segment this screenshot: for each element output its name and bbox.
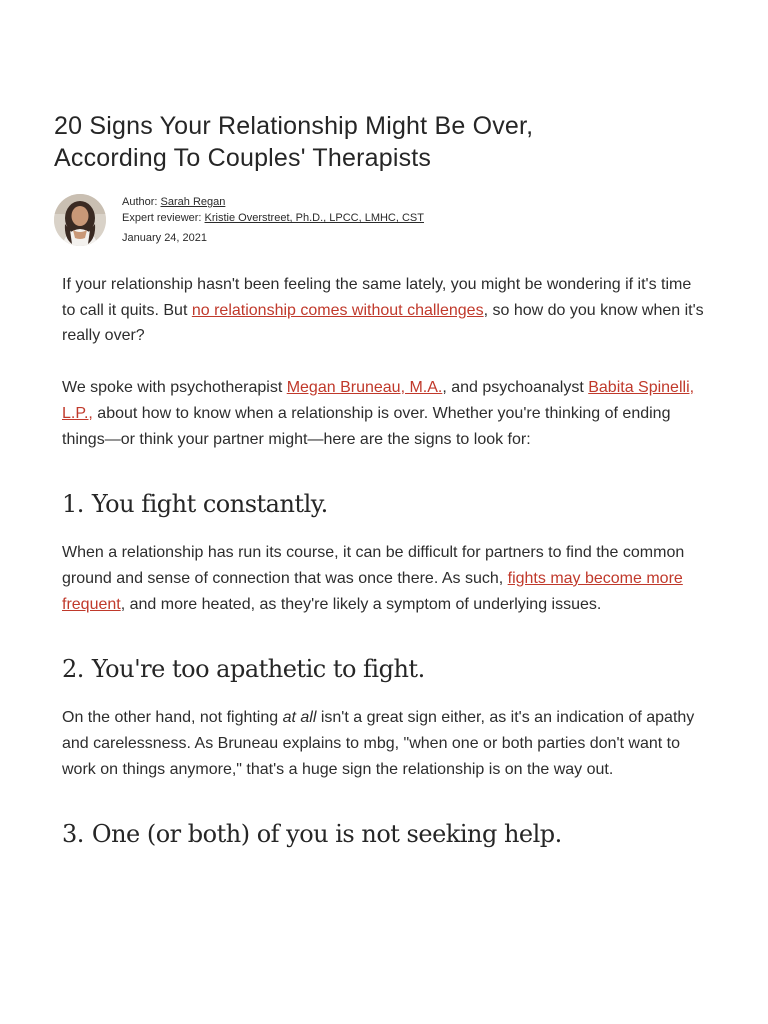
- reviewer-label: Expert reviewer:: [122, 212, 202, 224]
- challenges-link[interactable]: no relationship comes without challenges: [191, 301, 484, 319]
- publish-date: January 24, 2021: [122, 232, 208, 244]
- title-line-2: According To Couples' Therapists: [54, 144, 432, 172]
- intro-paragraph-1: [62, 272, 708, 349]
- author-avatar[interactable]: [54, 194, 106, 246]
- title-line-1: 20 Signs Your Relationship Might Be Over,: [54, 112, 534, 140]
- section-3-number: 3.: [62, 820, 84, 849]
- intro-p1-text: If your relationship hasn't been feeling the same lately, you might be wondering if it's time to call it quits. But: [62, 276, 692, 319]
- avatar-portrait-icon: [54, 194, 106, 246]
- section-2-emphasis: at all: [282, 709, 317, 727]
- article-body: [62, 272, 708, 850]
- section-2-text: On the other hand, not fighting: [62, 709, 283, 727]
- reviewer-line: [122, 210, 424, 226]
- byline-text: [122, 194, 424, 246]
- section-1-text: When a relationship has run its course, it can be difficult for partners to find the common ground and sense of connection that was once there. As such,: [62, 544, 685, 587]
- section-2-heading: [62, 653, 708, 685]
- intro-p1-text-end: , so how do you know when it's really over?: [62, 301, 704, 345]
- author-link[interactable]: Sarah Regan: [160, 196, 226, 208]
- intro-p2-text: We spoke with psychotherapist: [62, 379, 287, 397]
- intro-p2-text-mid: , and psychoanalyst: [442, 379, 589, 397]
- babita-spinelli-link[interactable]: Babita Spinelli, L.P.,: [62, 379, 695, 422]
- fights-frequent-link[interactable]: fights may become more frequent: [62, 569, 683, 613]
- section-1-body: [62, 540, 708, 617]
- section-2-number: 2.: [62, 655, 84, 684]
- author-label: Author:: [122, 196, 158, 208]
- section-3-title: One (or both) of you is not seeking help.: [91, 820, 562, 849]
- intro-p2-text-end: about how to know when a relationship is over. Whether you're thinking of ending things—or think your partner might—here are the signs to look for:: [62, 404, 671, 448]
- section-2-body: [62, 705, 708, 782]
- megan-bruneau-link[interactable]: Megan Bruneau, M.A.: [286, 379, 443, 397]
- section-1-title: You fight constantly.: [91, 490, 328, 519]
- author-line: [122, 194, 424, 210]
- byline: [54, 194, 674, 246]
- intro-paragraph-2: [62, 375, 708, 452]
- section-2-text-end: isn't a great sign either, as it's an indication of apathy and carelessness. As Bruneau explains to mbg, "when one or both parties don't want to work on things anymore," that's a huge sign the relationship is on the way out.: [62, 709, 695, 778]
- reviewer-link[interactable]: Kristie Overstreet, Ph.D., LPCC, LMHC, CST: [204, 212, 424, 224]
- section-1-text-end: , and more heated, as they're likely a symptom of underlying issues.: [120, 595, 602, 613]
- section-3-heading: [62, 818, 708, 850]
- section-1-heading: [62, 488, 708, 520]
- section-2-title: You're too apathetic to fight.: [91, 655, 425, 684]
- page-title: [54, 110, 694, 174]
- section-1-number: 1.: [62, 490, 84, 519]
